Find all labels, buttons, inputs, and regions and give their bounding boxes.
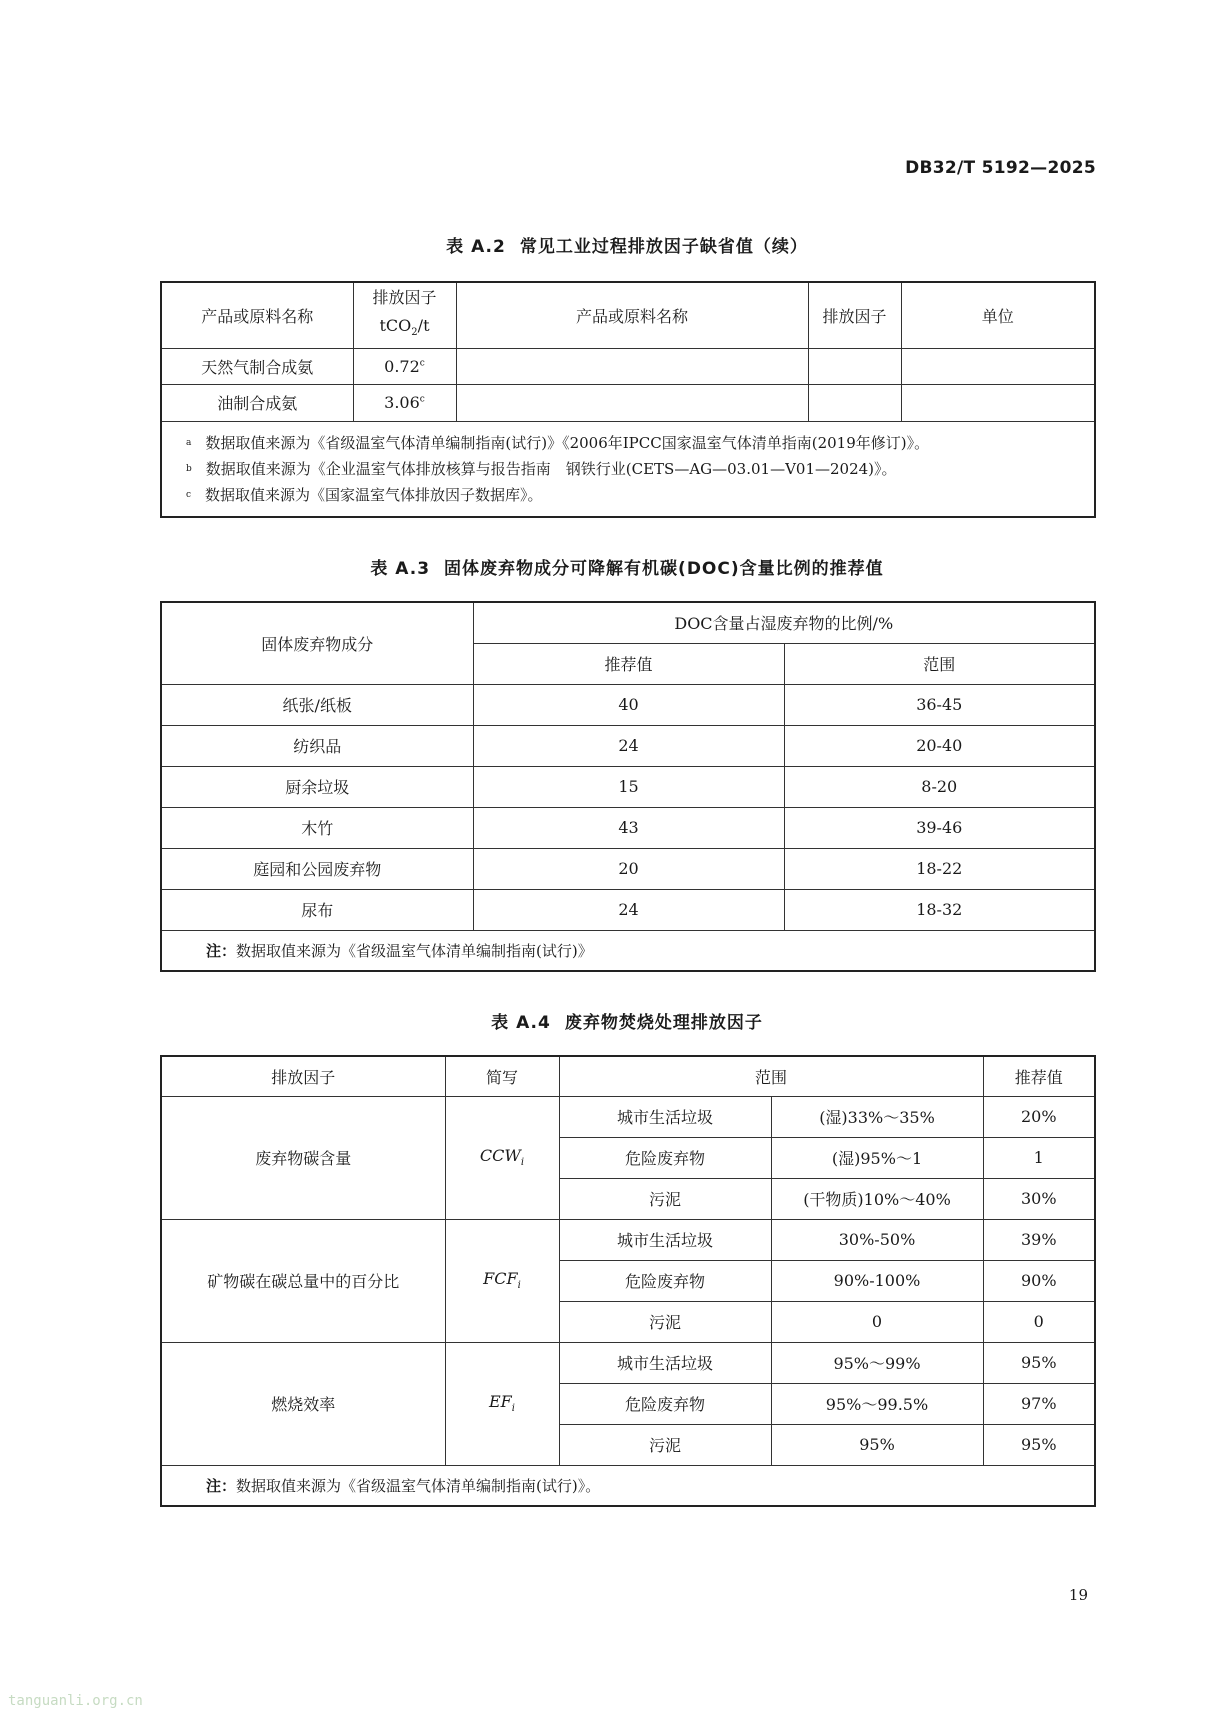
header-recommended: 推荐值 [473, 643, 784, 684]
recommended-cell: 95% [983, 1342, 1095, 1383]
table-row [161, 1342, 1095, 1383]
recommended-cell: 97% [983, 1383, 1095, 1424]
table-a3-title [160, 554, 1094, 579]
recommended-cell: 20% [983, 1096, 1095, 1137]
waste-type-cell: 污泥 [559, 1301, 771, 1342]
recommended-cell: 24 [473, 889, 784, 930]
header-unit: 单位 [901, 282, 1095, 348]
component-cell: 木竹 [161, 807, 473, 848]
abbr-cell: $EF_i$ [445, 1342, 559, 1465]
header-factor: 排放因子 [161, 1056, 445, 1096]
range-cell: 95%～99% [771, 1342, 983, 1383]
header-emission-factor: 排放因子 [372, 287, 437, 307]
range-cell: 18-22 [784, 848, 1095, 889]
table-row [161, 684, 1095, 725]
table-a2-title-text: 常见工业过程排放因子缺省值（续） [519, 237, 808, 257]
recommended-cell: 30% [983, 1178, 1095, 1219]
table-row [161, 766, 1095, 807]
waste-type-cell: 危险废弃物 [559, 1383, 771, 1424]
range-cell: 20-40 [784, 725, 1095, 766]
table-row [161, 1096, 1095, 1137]
table-a4 [160, 1055, 1096, 1507]
table-note: 注：数据取值来源为《省级温室气体清单编制指南(试行)》 [161, 930, 1095, 971]
waste-type-cell: 城市生活垃圾 [559, 1219, 771, 1260]
header-component: 固体废弃物成分 [161, 602, 473, 684]
table-a2-header-row [161, 282, 1095, 348]
empty-cell [901, 348, 1095, 384]
emission-factor-value: 3.06$^c$ [353, 384, 456, 421]
range-cell: 0 [771, 1301, 983, 1342]
component-cell: 尿布 [161, 889, 473, 930]
header-emission-factor-unit [353, 282, 456, 348]
footnote: $^c$ 数据取值来源为《国家温室气体排放因子数据库》。 [186, 485, 543, 504]
range-cell: 39-46 [784, 807, 1095, 848]
table-row [161, 889, 1095, 930]
waste-type-cell: 污泥 [559, 1178, 771, 1219]
footnote: $^a$ 数据取值来源为《省级温室气体清单编制指南(试行)》《2006年IPCC国家温室气体清单指南(2019年修订)》。 [186, 433, 930, 452]
range-cell: 30%-50% [771, 1219, 983, 1260]
range-cell: 95%～99.5% [771, 1383, 983, 1424]
unit-text: tCO$_2$/t [379, 315, 430, 338]
table-a2 [160, 281, 1096, 518]
recommended-cell: 0 [983, 1301, 1095, 1342]
factor-cell: 矿物碳在碳总量中的百分比 [161, 1219, 445, 1342]
component-cell: 厨余垃圾 [161, 766, 473, 807]
table-a4-note-row [161, 1465, 1095, 1506]
recommended-cell: 15 [473, 766, 784, 807]
recommended-cell: 90% [983, 1260, 1095, 1301]
component-cell: 纺织品 [161, 725, 473, 766]
table-a4-title [160, 1008, 1094, 1033]
table-row [161, 848, 1095, 889]
recommended-cell: 39% [983, 1219, 1095, 1260]
range-cell: 36-45 [784, 684, 1095, 725]
range-cell: 90%-100% [771, 1260, 983, 1301]
header-range: 范围 [559, 1056, 983, 1096]
empty-cell [456, 384, 808, 421]
table-a2-title [160, 232, 1094, 257]
header-abbr: 简写 [445, 1056, 559, 1096]
abbr-cell: $CCW_i$ [445, 1096, 559, 1219]
recommended-cell: 1 [983, 1137, 1095, 1178]
standard-code: DB32/T 5192—2025 [905, 158, 1096, 178]
component-cell: 纸张/纸板 [161, 684, 473, 725]
footnotes [161, 421, 1095, 517]
waste-type-cell: 危险废弃物 [559, 1260, 771, 1301]
factor-cell: 废弃物碳含量 [161, 1096, 445, 1219]
range-cell: (湿)95%～1 [771, 1137, 983, 1178]
recommended-cell: 24 [473, 725, 784, 766]
table-a2-footnotes-row [161, 421, 1095, 517]
header-doc-ratio: DOC含量占湿废弃物的比例/% [473, 602, 1095, 643]
range-cell: 8-20 [784, 766, 1095, 807]
empty-cell [456, 348, 808, 384]
table-a4-title-text: 废弃物焚烧处理排放因子 [564, 1013, 763, 1033]
abbr-cell: $FCF_i$ [445, 1219, 559, 1342]
header-product-name: 产品或原料名称 [161, 282, 353, 348]
range-cell: (干物质)10%～40% [771, 1178, 983, 1219]
emission-factor-value: 0.72$^c$ [353, 348, 456, 384]
header-range: 范围 [784, 643, 1095, 684]
component-cell: 庭园和公园废弃物 [161, 848, 473, 889]
watermark: tanguanli.org.cn [8, 1693, 143, 1709]
table-row [161, 348, 1095, 384]
empty-cell [808, 348, 901, 384]
waste-type-cell: 城市生活垃圾 [559, 1342, 771, 1383]
table-a3-note-row [161, 930, 1095, 971]
table-a3-header-row [161, 602, 1095, 643]
page-number: 19 [1068, 1586, 1088, 1604]
recommended-cell: 40 [473, 684, 784, 725]
range-cell: 95% [771, 1424, 983, 1465]
recommended-cell: 43 [473, 807, 784, 848]
product-name: 天然气制合成氨 [161, 348, 353, 384]
empty-cell [901, 384, 1095, 421]
table-a4-number: 表 A.4 [491, 1013, 551, 1033]
table-a3-number: 表 A.3 [370, 559, 431, 579]
table-row [161, 807, 1095, 848]
recommended-cell: 20 [473, 848, 784, 889]
product-name: 油制合成氨 [161, 384, 353, 421]
header-recommended: 推荐值 [983, 1056, 1095, 1096]
table-note: 注：数据取值来源为《省级温室气体清单编制指南(试行)》。 [161, 1465, 1095, 1506]
table-a3-title-text: 固体废弃物成分可降解有机碳(DOC)含量比例的推荐值 [444, 559, 884, 579]
table-row [161, 1219, 1095, 1260]
range-cell: 18-32 [784, 889, 1095, 930]
header-emission-factor-2: 排放因子 [808, 282, 901, 348]
factor-cell: 燃烧效率 [161, 1342, 445, 1465]
table-row [161, 725, 1095, 766]
table-row [161, 384, 1095, 421]
header-product-name-2: 产品或原料名称 [456, 282, 808, 348]
footnote: $^b$ 数据取值来源为《企业温室气体排放核算与报告指南 钢铁行业(CETS—AG—03.01—V01—2024)》。 [186, 459, 897, 478]
recommended-cell: 95% [983, 1424, 1095, 1465]
range-cell: (湿)33%～35% [771, 1096, 983, 1137]
table-a2-number: 表 A.2 [446, 237, 506, 257]
waste-type-cell: 危险废弃物 [559, 1137, 771, 1178]
waste-type-cell: 污泥 [559, 1424, 771, 1465]
table-a3 [160, 601, 1096, 972]
waste-type-cell: 城市生活垃圾 [559, 1096, 771, 1137]
table-a4-header-row [161, 1056, 1095, 1096]
empty-cell [808, 384, 901, 421]
